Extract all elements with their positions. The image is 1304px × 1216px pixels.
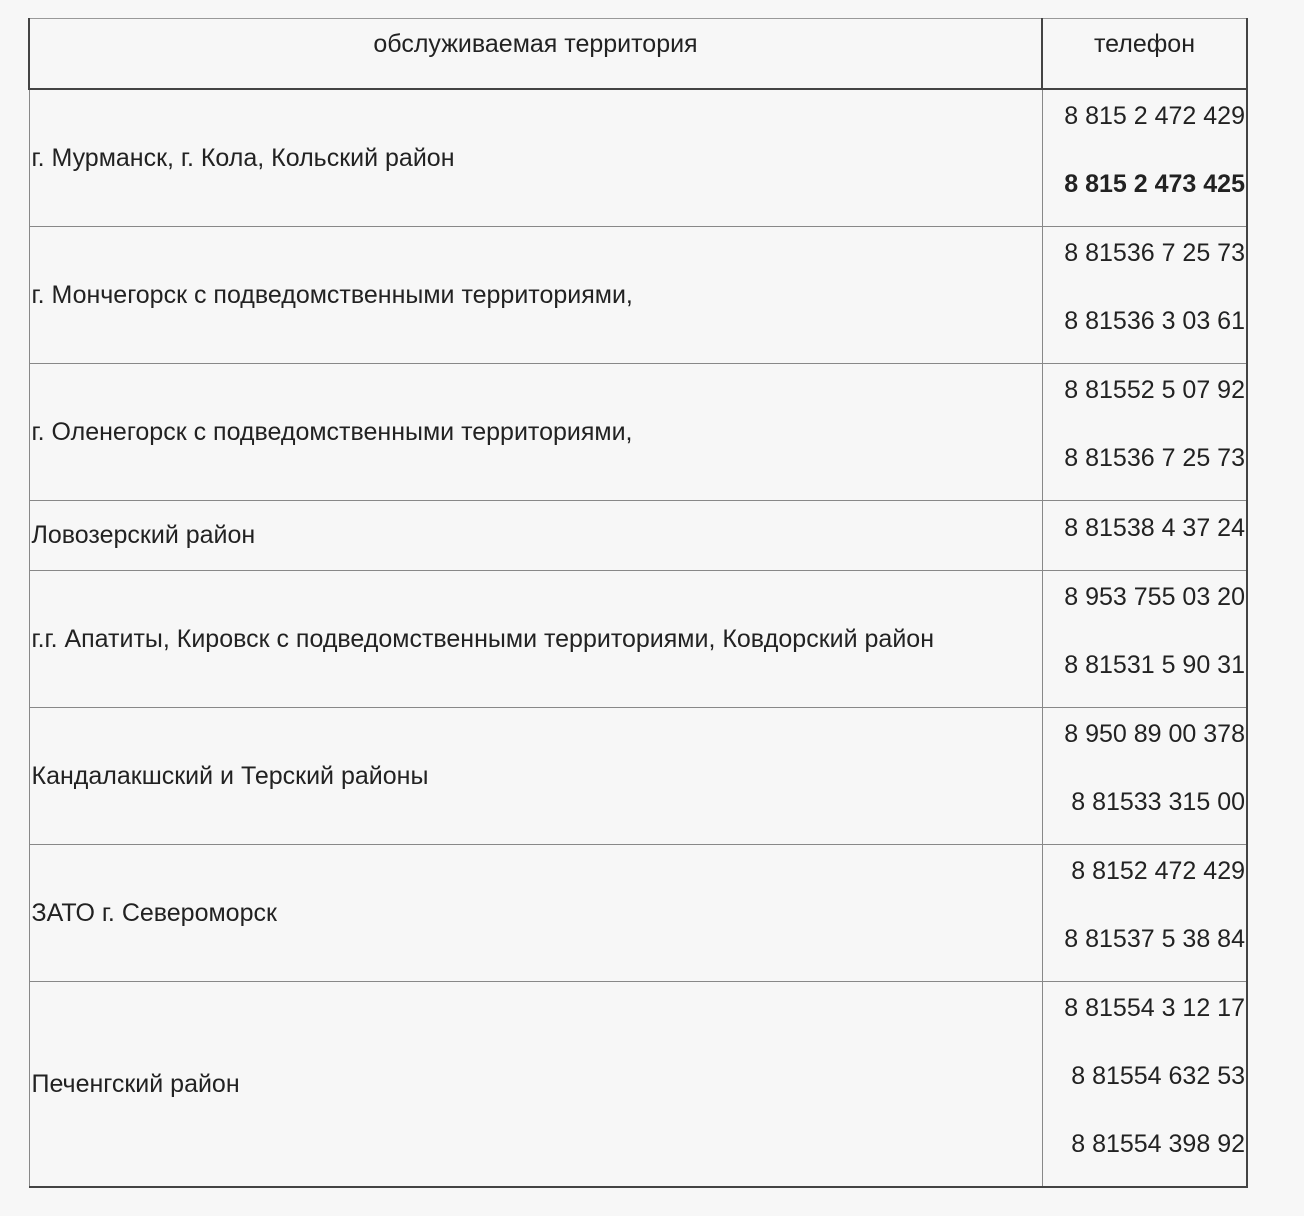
territory-cell — [29, 844, 1042, 981]
territory-text: Ловозерский район — [31, 521, 256, 549]
territory-cell — [29, 981, 1042, 1187]
phone-cell — [1042, 707, 1247, 844]
phone-number: 8 81536 7 25 73 — [1064, 238, 1245, 267]
phone-number: 8 81554 632 53 — [1071, 1061, 1245, 1090]
territory-text: г. Мончегорск с подведомственными территориями, — [31, 280, 633, 309]
territory-cell — [29, 707, 1042, 844]
phone-cell — [1042, 226, 1247, 363]
table-row — [29, 500, 1247, 570]
table-row — [29, 570, 1247, 707]
phone-cell — [1042, 363, 1247, 500]
phone-number: 8 8152 472 429 — [1071, 856, 1245, 885]
phone-cell — [1042, 500, 1247, 570]
table-row — [29, 707, 1247, 844]
territory-cell — [29, 363, 1042, 500]
territory-text: г. Оленегорск с подведомственными территориями, — [31, 417, 633, 446]
header-territory: обслуживаемая территория — [29, 19, 1042, 89]
territory-text: г.г. Апатиты, Кировск с подведомственными территориями, Ковдорский район — [31, 624, 935, 653]
phone-number: 8 815 2 472 429 — [1064, 101, 1245, 130]
phone-number: 8 81537 5 38 84 — [1064, 924, 1245, 953]
phone-number: 8 81531 5 90 31 — [1064, 650, 1245, 679]
table-row — [29, 981, 1247, 1187]
territory-text: г. Мурманск, г. Кола, Кольский район — [31, 143, 455, 172]
table-row — [29, 844, 1247, 981]
phone-cell — [1042, 570, 1247, 707]
phone-cell — [1042, 844, 1247, 981]
phone-number: 8 953 755 03 20 — [1064, 582, 1245, 611]
phone-number: 8 81536 3 03 61 — [1064, 306, 1245, 335]
territory-cell — [29, 89, 1042, 227]
phone-number: 8 81536 7 25 73 — [1064, 443, 1245, 472]
table-row — [29, 89, 1247, 227]
phone-number: 8 81552 5 07 92 — [1064, 375, 1245, 404]
phone-number: 8 950 89 00 378 — [1064, 719, 1245, 748]
phone-number: 8 81538 4 37 24 — [1064, 513, 1245, 542]
territory-text: ЗАТО г. Североморск — [31, 898, 277, 927]
phone-number: 8 815 2 473 425 — [1064, 169, 1245, 198]
table-row — [29, 226, 1247, 363]
table-body — [29, 89, 1247, 1188]
table-row — [29, 363, 1247, 500]
header-row — [29, 19, 1247, 89]
territory-cell — [29, 226, 1042, 363]
phone-cell — [1042, 981, 1247, 1187]
phone-number: 8 81554 398 92 — [1071, 1129, 1245, 1158]
phone-cell — [1042, 89, 1247, 227]
contacts-table-wrapper — [28, 18, 1246, 1188]
table-header — [29, 19, 1247, 89]
header-phone: телефон — [1042, 19, 1247, 89]
territory-cell — [29, 570, 1042, 707]
territory-text: Кандалакшский и Терский районы — [31, 761, 429, 790]
phone-number: 8 81533 315 00 — [1071, 787, 1245, 816]
contacts-table — [28, 18, 1248, 1188]
territory-text: Печенгский район — [31, 1069, 240, 1098]
phone-number: 8 81554 3 12 17 — [1064, 993, 1245, 1022]
territory-cell — [29, 500, 1042, 570]
